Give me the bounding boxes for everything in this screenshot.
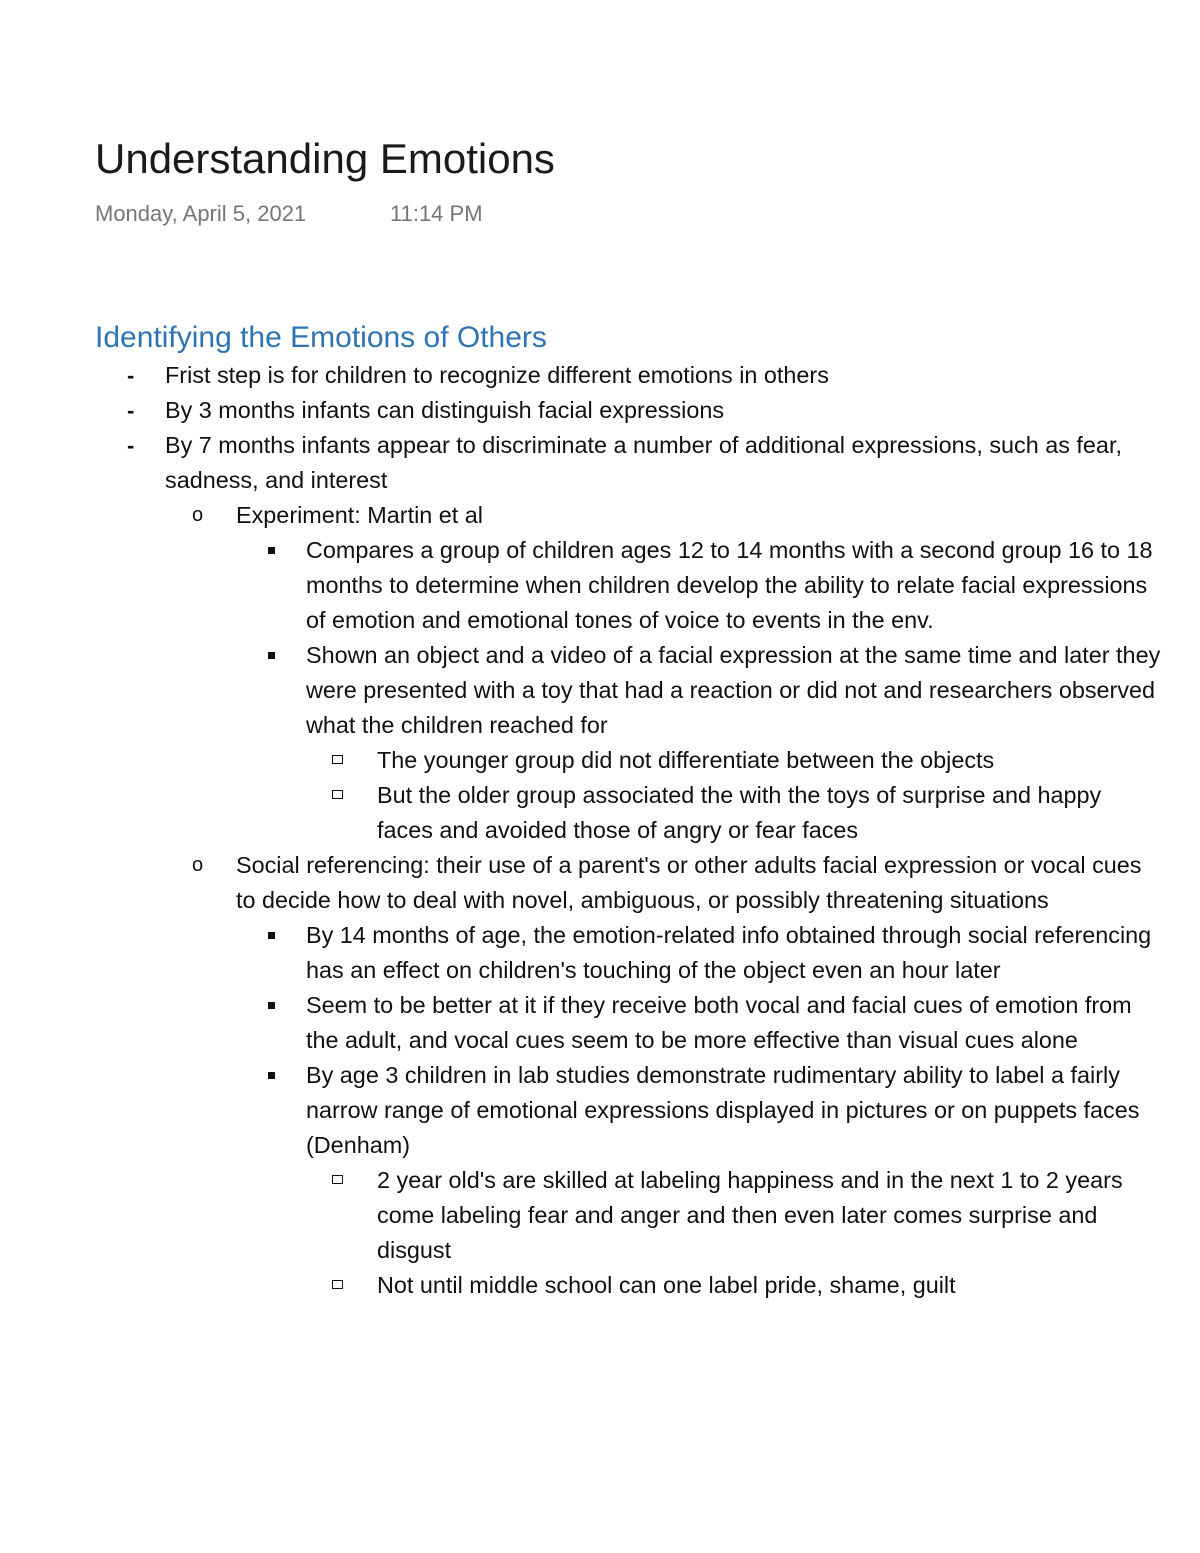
list-item-text: Shown an object and a video of a facial expression at the same time and later they were presented with a toy that had a reaction or did not and researchers observed what the children reached for <box>306 642 1161 738</box>
circle-bullet-icon: o <box>192 854 204 876</box>
square-bullet-icon <box>268 1002 275 1009</box>
list-item-text: The younger group did not differentiate between the objects <box>377 747 995 773</box>
list-item <box>192 848 1156 918</box>
list-item-text: By 3 months infants can distinguish facial expressions <box>165 397 725 423</box>
list-item-text: Compares a group of children ages 12 to 14 months with a second group 16 to 18 months to determine when children develop the ability to relate facial expressions of emotion and emotional tones of voice to events in the env. <box>306 537 1153 633</box>
list-item-text: Experiment: Martin et al <box>236 502 483 528</box>
list-item <box>192 498 1156 533</box>
note-date: Monday, April 5, 2021 <box>95 201 307 226</box>
list-item <box>306 1058 1162 1163</box>
list-item-text: Not until middle school can one label pride, shame, guilt <box>377 1272 956 1298</box>
list-item <box>127 358 1165 393</box>
list-item <box>127 428 1165 498</box>
dash-bullet-icon: - <box>127 433 135 458</box>
square-bullet-icon <box>268 652 275 659</box>
square-bullet-icon <box>268 1072 275 1079</box>
hollow-square-bullet-icon <box>332 1280 343 1289</box>
list-item-text: Social referencing: their use of a parent's or other adults facial expression or vocal cues to decide how to deal with novel, ambiguous, or possibly threatening situations <box>236 852 1142 913</box>
list-item-text: Frist step is for children to recognize different emotions in others <box>165 362 829 388</box>
list-item-text: Seem to be better at it if they receive both vocal and facial cues of emotion from the adult, and vocal cues seem to be more effective than visual cues alone <box>306 992 1132 1053</box>
list-item <box>377 743 1157 778</box>
list-item <box>306 638 1162 743</box>
list-item-text: 2 year old's are skilled at labeling happiness and in the next 1 to 2 years come labeling fear and anger and then even later comes surprise and disgust <box>377 1167 1123 1263</box>
list-item <box>127 393 1165 428</box>
square-bullet-icon <box>268 547 275 554</box>
list-item-text: By 7 months infants appear to discriminate a number of additional expressions, such as fear, sadness, and interest <box>165 432 1122 493</box>
list-item-text: By age 3 children in lab studies demonstrate rudimentary ability to label a fairly narrow range of emotional expressions displayed in pictures or on puppets faces (Denham) <box>306 1062 1140 1158</box>
circle-bullet-icon: o <box>192 504 204 526</box>
list-item <box>306 988 1162 1058</box>
hollow-square-bullet-icon <box>332 755 343 764</box>
dash-bullet-icon: - <box>127 363 135 388</box>
list-item <box>306 533 1162 638</box>
list-item <box>377 1163 1157 1268</box>
dash-bullet-icon: - <box>127 398 135 423</box>
hollow-square-bullet-icon <box>332 1175 343 1184</box>
hollow-square-bullet-icon <box>332 790 343 799</box>
list-item-text: But the older group associated the with the toys of surprise and happy faces and avoided those of angry or fear faces <box>377 782 1102 843</box>
section-heading: Identifying the Emotions of Others <box>95 321 547 354</box>
list-item <box>306 918 1162 988</box>
page-meta <box>95 200 483 228</box>
note-time: 11:14 PM <box>390 201 483 226</box>
page-title: Understanding Emotions <box>95 135 555 182</box>
list-item <box>377 778 1157 848</box>
list-item-text: By 14 months of age, the emotion-related info obtained through social referencing has an effect on children's touching of the object even an hour later <box>306 922 1152 983</box>
list-item <box>377 1268 1157 1303</box>
square-bullet-icon <box>268 932 275 939</box>
outline-list <box>0 358 1200 1435</box>
